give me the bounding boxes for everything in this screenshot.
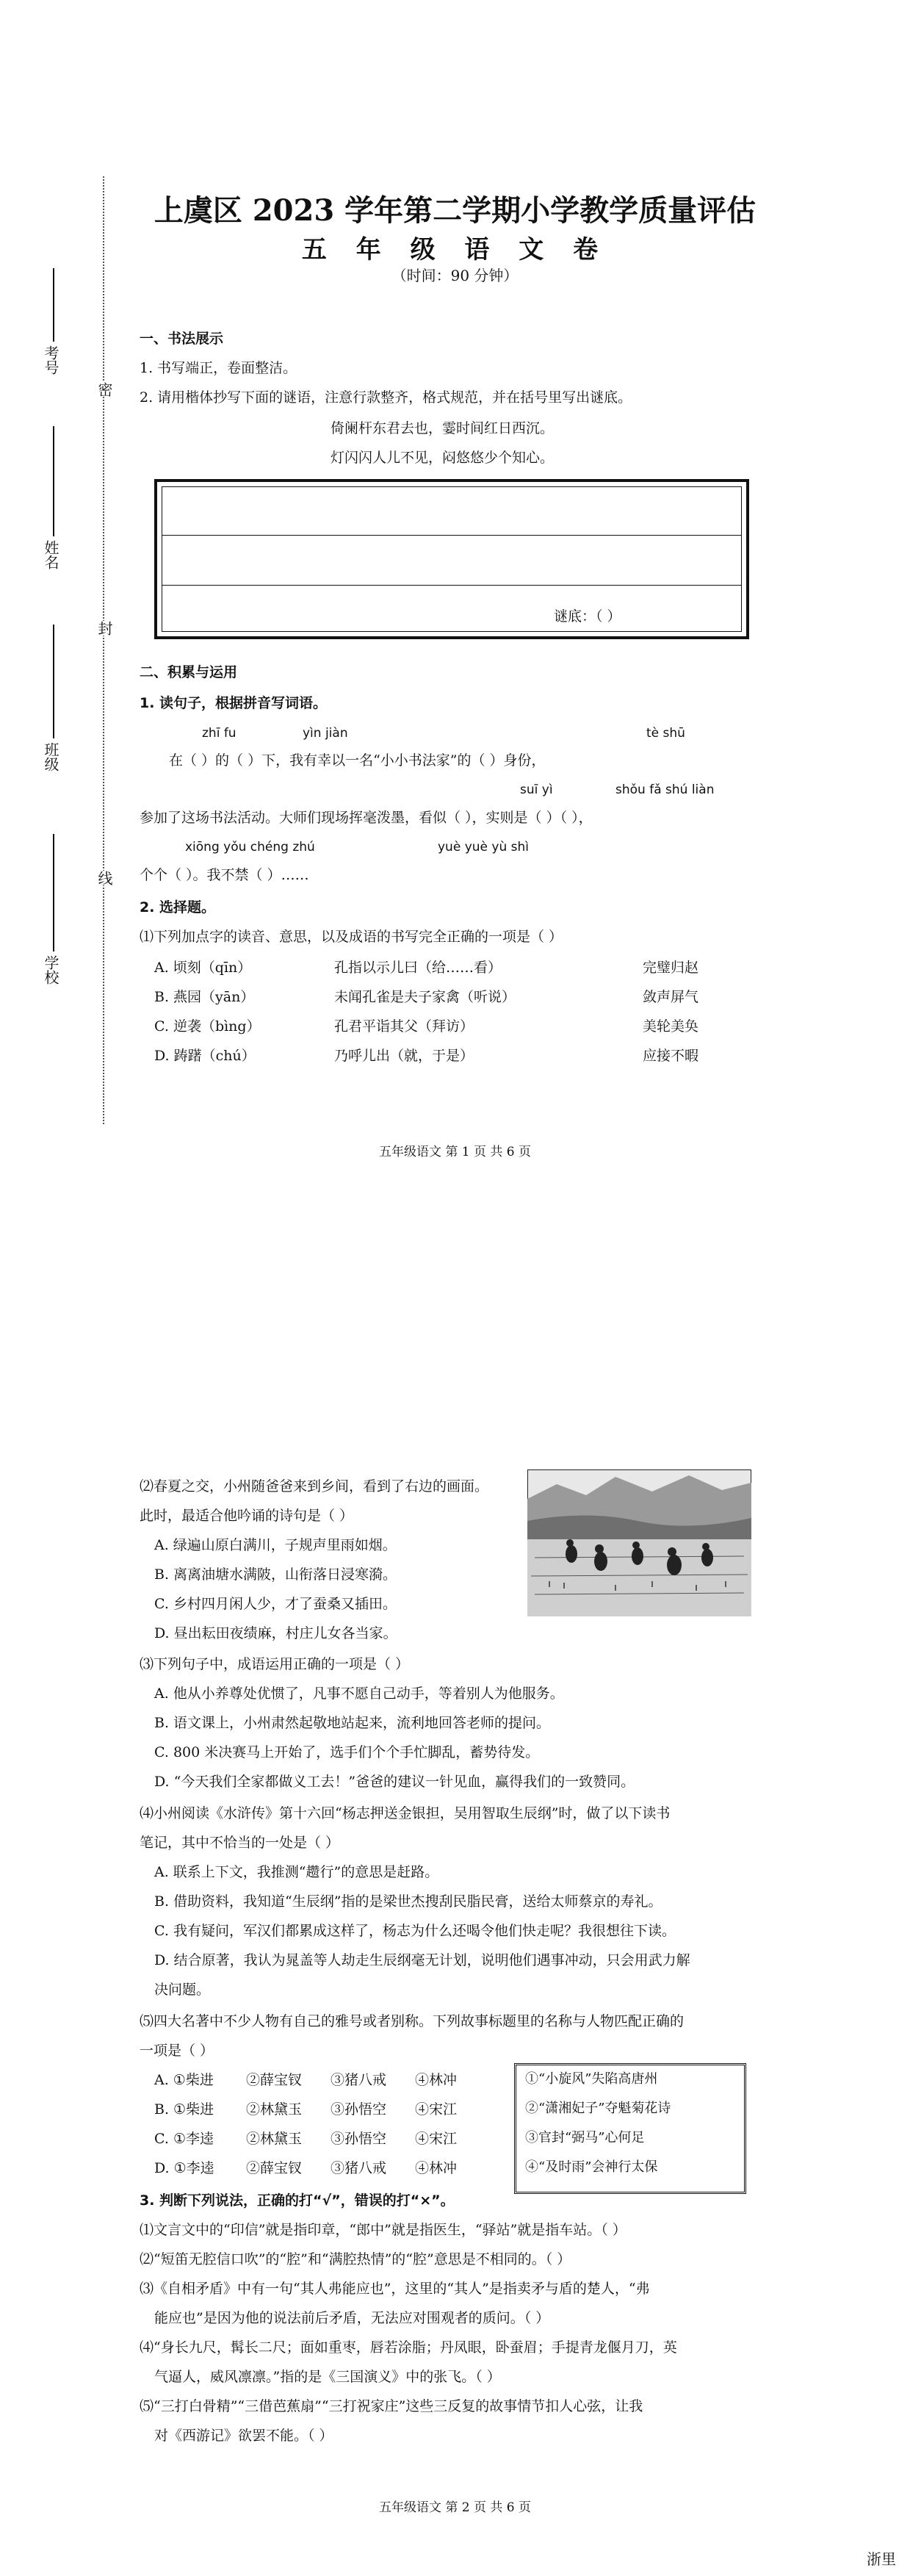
section1-item1: 1. 书写端正，卷面整洁。 <box>140 360 297 376</box>
q2-5-stem-1: ⑸四大名著中不少人物有自己的雅号或者别称。下列故事标题里的名称与人物匹配正确的 <box>140 2013 685 2029</box>
q2-5-option-c-1[interactable]: C. ①李逵 <box>154 2131 214 2147</box>
q3-item-5: ⑸“三打白骨精”“三借芭蕉扇”“三打祝家庄”这些三反复的故事情节扣人心弦，让我 <box>140 2398 643 2414</box>
page1-footer: 五年级语文 第 1 页 共 6 页 <box>378 1145 532 1159</box>
writing-row-line-2 <box>162 585 742 586</box>
q1-line-3[interactable]: 个个（ ）。我不禁（ ）…… <box>140 867 309 883</box>
rice-planting-illustration <box>527 1469 751 1616</box>
q3-item-3: ⑶《自相矛盾》中有一句“其人弗能应也”，这里的“其人”是指卖矛与盾的楚人，“弗 <box>140 2281 650 2297</box>
class-label: 班级 <box>42 742 59 771</box>
q2-2-option-c[interactable]: C. 乡村四月闲人少，才了蚕桑又插田。 <box>154 1596 397 1612</box>
q2-5-stem-2: 一项是（ ） <box>140 2043 214 2059</box>
q2-5-option-a-1[interactable]: A. ①柴进 <box>154 2072 214 2088</box>
class-line <box>53 625 54 738</box>
story-title-2: ②“潇湘妃子”夺魁菊花诗 <box>525 2101 671 2116</box>
q2-3-option-c[interactable]: C. 800 米决赛马上开始了，选手们个个手忙脚乱，蓄势待发。 <box>154 1744 540 1760</box>
exam-no-label: 考号 <box>42 345 59 375</box>
q2-5-option-b-1[interactable]: B. ①柴进 <box>154 2101 214 2118</box>
q2-2-option-d[interactable]: D. 昼出耘田夜绩麻，村庄儿女各当家。 <box>154 1625 397 1641</box>
q2-5-option-a-3: ③猪八戒 <box>331 2072 387 2088</box>
q2-1-option-c-2: 孔君平诣其父（拜访） <box>334 1018 474 1035</box>
section1-heading: 一、书法展示 <box>140 331 224 347</box>
q3-item-4-cont[interactable]: 气逼人，威风凛凛。”指的是《三国演义》中的张飞。（ ） <box>154 2369 501 2385</box>
riddle-line-1: 倚阑杆东君去也，霎时间红日西沉。 <box>331 420 555 436</box>
q2-heading: 2. 选择题。 <box>140 899 216 915</box>
story-titles-box <box>514 2063 746 2194</box>
q2-1-option-d-3: 应接不暇 <box>643 1048 699 1064</box>
q1-heading: 1. 读句子，根据拼音写词语。 <box>140 695 328 711</box>
q2-4-option-c[interactable]: C. 我有疑问，军汉们都累成这样了，杨志为什么还喝令他们快走呢？我很想往下读。 <box>154 1923 676 1939</box>
q2-5-option-c-4: ④宋江 <box>415 2131 458 2147</box>
q2-2-stem-2: 此时，最适合他吟诵的诗句是（ ） <box>140 1508 354 1524</box>
writing-row-line-1 <box>162 535 742 536</box>
exam-time: （时间：90 分钟） <box>391 267 519 284</box>
q2-5-option-a-2: ②薛宝钗 <box>246 2072 303 2088</box>
seal-xian: 线 <box>94 871 115 885</box>
name-line <box>53 426 54 536</box>
exam-title: 上虞区 2023 学年第二学期小学教学质量评估 <box>154 193 756 228</box>
q2-4-option-d-cont: 决问题。 <box>154 1982 211 1998</box>
section1-item2: 2. 请用楷体抄写下面的谜语，注意行款整齐，格式规范，并在括号里写出谜底。 <box>140 389 632 406</box>
q2-1-option-b-2: 未闻孔雀是夫子家禽（听说） <box>334 989 516 1005</box>
q2-1-option-a-2: 孔指以示儿曰（给……看） <box>334 960 502 976</box>
q3-item-5-cont[interactable]: 对《西游记》欲罢不能。（ ） <box>154 2428 333 2444</box>
q2-5-option-b-3: ③孙悟空 <box>331 2101 387 2118</box>
q2-5-option-c-2: ②林黛玉 <box>246 2131 303 2147</box>
q2-1-option-d-1[interactable]: D. 踌躇（chú） <box>154 1048 256 1064</box>
name-label: 姓名 <box>42 540 59 569</box>
story-title-3: ③官封“弼马”心何足 <box>525 2130 645 2145</box>
q2-2-option-a[interactable]: A. 绿遍山原白满川，子规声里雨如烟。 <box>154 1537 397 1553</box>
q3-item-2[interactable]: ⑵“短笛无腔信口吹”的“腔”和“满腔热情”的“腔”意思是不相同的。（ ） <box>140 2251 571 2267</box>
q2-1-option-c-1[interactable]: C. 逆袭（bìng） <box>154 1018 261 1035</box>
page2-footer: 五年级语文 第 2 页 共 6 页 <box>378 2500 532 2515</box>
q2-5-option-c-3: ③孙悟空 <box>331 2131 387 2147</box>
q2-1-option-a-3: 完璧归赵 <box>643 960 699 976</box>
pinyin-xiongyouchengzhu: xiōng yǒu chéng zhú <box>185 840 315 855</box>
seal-feng: 封 <box>94 621 115 636</box>
q2-4-option-d[interactable]: D. 结合原著，我认为晁盖等人劫走生辰纲毫无计划，说明他们遇事冲动，只会用武力解 <box>154 1952 690 1968</box>
q2-1-option-b-1[interactable]: B. 燕园（yān） <box>154 989 255 1005</box>
exam-subtitle: 五 年 级 语 文 卷 <box>301 235 609 265</box>
q2-4-stem-2: 笔记，其中不恰当的一处是（ ） <box>140 1835 340 1851</box>
q2-5-option-a-4: ④林冲 <box>415 2072 458 2088</box>
corner-watermark-text: 浙里 <box>867 2550 896 2568</box>
q3-item-1[interactable]: ⑴文言文中的“印信”就是指印章，“郎中”就是指医生，“驿站”就是指车站。（ ） <box>140 2222 626 2238</box>
q3-heading: 3. 判断下列说法，正确的打“√”，错误的打“×”。 <box>140 2192 455 2209</box>
section2-heading: 二、积累与运用 <box>140 664 238 680</box>
q2-3-stem: ⑶下列句子中，成语运用正确的一项是（ ） <box>140 1656 410 1672</box>
pinyin-teshu: tè shū <box>646 726 685 741</box>
pinyin-yueyueyushi: yuè yuè yù shì <box>438 840 529 855</box>
q2-4-option-b[interactable]: B. 借助资料，我知道“生辰纲”指的是梁世杰搜刮民脂民膏，送给太师蔡京的寿礼。 <box>154 1893 662 1910</box>
pinyin-zhifu: zhī fu <box>202 726 236 741</box>
q2-3-option-a[interactable]: A. 他从小养尊处优惯了，凡事不愿自己动手，等着别人为他服务。 <box>154 1685 564 1702</box>
school-label: 学校 <box>42 955 59 985</box>
q2-4-stem-1: ⑷小州阅读《水浒传》第十六回“杨志押送金银担，吴用智取生辰纲”时，做了以下读书 <box>140 1805 671 1821</box>
q2-3-option-d[interactable]: D. “今天我们全家都做义工去！”爸爸的建议一针见血，赢得我们的一致赞同。 <box>154 1774 635 1790</box>
riddle-answer-label[interactable]: 谜底：（ ） <box>554 608 621 625</box>
q2-5-option-d-3: ③猪八戒 <box>331 2160 387 2176</box>
q2-4-option-a[interactable]: A. 联系上下文，我推测“趱行”的意思是赶路。 <box>154 1864 439 1880</box>
pinyin-suiyi: suī yì <box>520 782 553 797</box>
q3-item-3-cont[interactable]: 能应也”是因为他的说法前后矛盾，无法应对围观者的质问。（ ） <box>154 2310 550 2326</box>
q1-line-2[interactable]: 参加了这场书法活动。大师们现场挥毫泼墨，看似（ ），实则是（ ）（ ）， <box>140 810 593 826</box>
pinyin-yinjian: yìn jiàn <box>303 726 348 741</box>
q2-1-option-a-1[interactable]: A. 顷刻（qīn） <box>154 960 252 976</box>
binding-line <box>103 176 104 1124</box>
q3-item-4: ⑷“身长九尺，髯长二尺；面如重枣，唇若涂脂；丹凤眼，卧蚕眉；手提青龙偃月刀，英 <box>140 2339 677 2356</box>
story-title-1: ①“小旋风”失陷高唐州 <box>525 2071 658 2087</box>
q2-1-option-c-3: 美轮美奂 <box>643 1018 699 1035</box>
q2-5-option-d-2: ②薛宝钗 <box>246 2160 303 2176</box>
q2-5-option-d-1[interactable]: D. ①李逵 <box>154 2160 214 2176</box>
q2-5-option-b-4: ④宋江 <box>415 2101 458 2118</box>
seal-mi: 密 <box>94 382 115 397</box>
q2-2-option-b[interactable]: B. 离离油塘水满陂，山衔落日浸寒漪。 <box>154 1566 397 1583</box>
pinyin-shoufa-shulian: shǒu fǎ shú liàn <box>615 782 715 797</box>
q2-2-stem-1: ⑵春夏之交，小州随爸爸来到乡间，看到了右边的画面。 <box>140 1478 489 1494</box>
q2-1-option-d-2: 乃呼儿出（就，于是） <box>334 1048 474 1064</box>
school-line <box>53 834 54 951</box>
story-title-4: ④“及时雨”会神行太保 <box>525 2159 658 2175</box>
writing-box[interactable] <box>154 479 749 639</box>
riddle-line-2: 灯闪闪人儿不见，闷悠悠少个知心。 <box>331 450 555 466</box>
q2-3-option-b[interactable]: B. 语文课上，小州肃然起敬地站起来，流利地回答老师的提问。 <box>154 1715 551 1731</box>
writing-box-inner <box>162 486 742 632</box>
q2-5-option-b-2: ②林黛玉 <box>246 2101 303 2118</box>
q2-5-option-d-4: ④林冲 <box>415 2160 458 2176</box>
q1-line-1[interactable]: 在（ ）的（ ）下，我有幸以一名“小小书法家”的（ ）身份， <box>169 752 546 769</box>
q2-1-stem: ⑴下列加点字的读音、意思，以及成语的书写完全正确的一项是（ ） <box>140 929 563 945</box>
q2-1-option-b-3: 敛声屏气 <box>643 989 699 1005</box>
